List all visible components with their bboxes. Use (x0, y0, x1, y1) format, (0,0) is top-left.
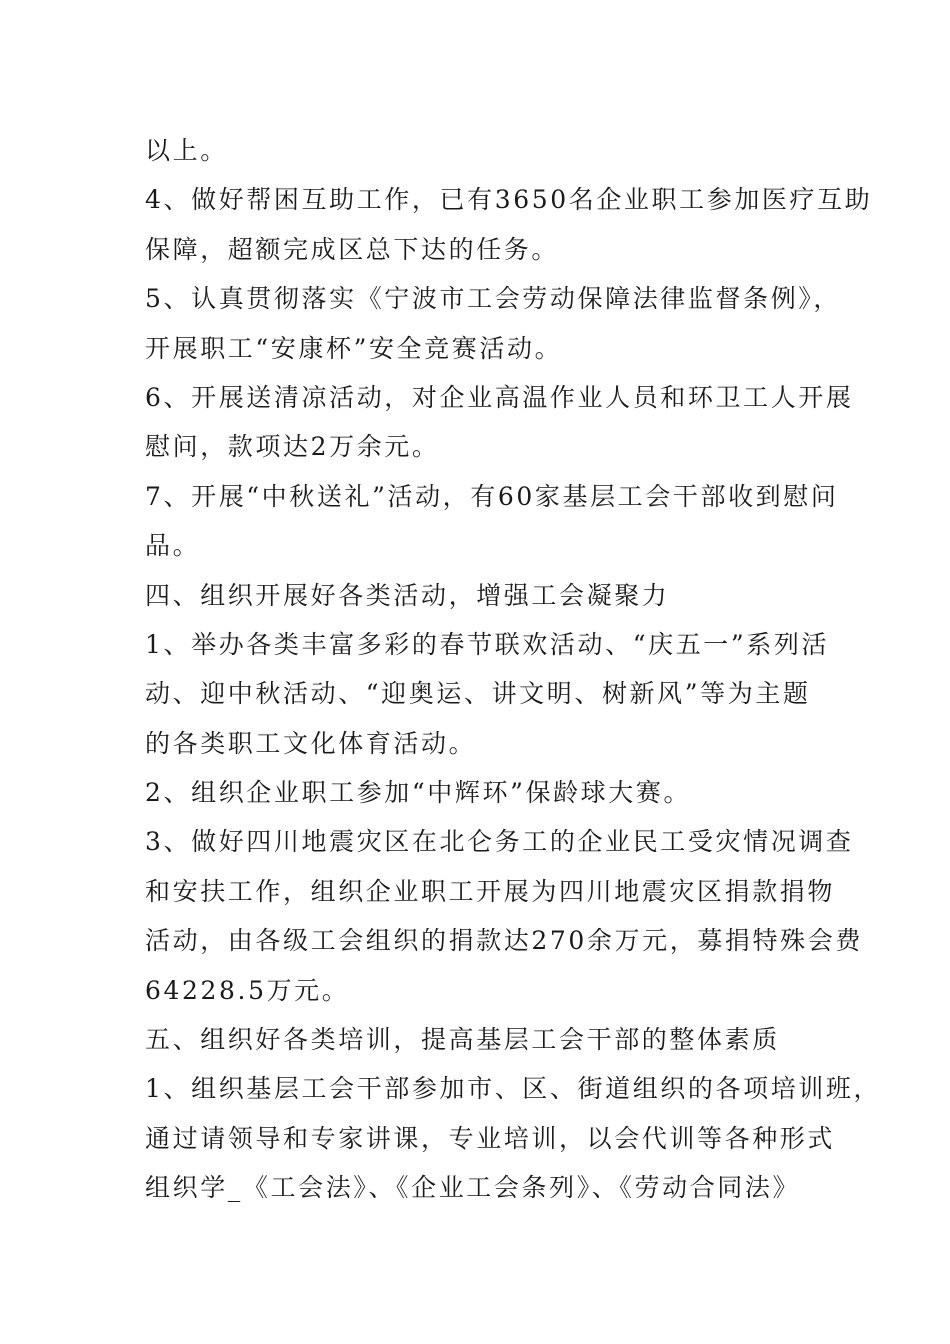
text-line: 1、举办各类丰富多彩的春节联欢活动、“庆五一”系列活 (145, 629, 830, 659)
document-body (145, 126, 882, 1213)
text-line: 的各类职工文化体育活动。 (145, 728, 477, 758)
text-line: 和安扶工作，组织企业职工开展为四川地震灾区捐款捐物 (145, 876, 836, 906)
text-line: 品。 (145, 531, 201, 561)
text-line: 3、做好四川地震灾区在北仑务工的企业民工受灾情况调查 (145, 827, 854, 857)
text-line: 4、做好帮困互助工作，已有3650名企业职工参加医疗互助 (145, 185, 873, 215)
text-line: 64228.5万元。 (145, 975, 350, 1005)
text-line: 5、认真贯彻落实《宁波市工会劳动保障法律监督条例》， (145, 284, 842, 314)
text-line: 1、组织基层工会干部参加市、区、街道组织的各项培训班， (145, 1074, 882, 1104)
text-line: 以上。 (145, 136, 228, 165)
text-line: 7、开展“中秋送礼”活动，有60家基层工会干部收到慰问 (145, 481, 839, 511)
text-line: 组织学_《工会法》、《企业工会条列》、《劳动合同法》 (145, 1173, 801, 1203)
text-line: 2、组织企业职工参加“中辉环”保龄球大赛。 (145, 778, 692, 808)
text-line: 保障，超额完成区总下达的任务。 (145, 234, 560, 264)
text-line: 开展职工“安康杯”安全竞赛活动。 (145, 333, 563, 363)
section-heading: 五、组织好各类培训，提高基层工会干部的整体素质 (145, 1025, 780, 1055)
text-line: 通过请领导和专家讲课，专业培训，以会代训等各种形式 (145, 1123, 836, 1153)
text-line: 6、开展送清凉活动，对企业高温作业人员和环卫工人开展 (145, 382, 854, 412)
section-heading: 四、组织开展好各类活动，增强工会凝聚力 (145, 580, 670, 610)
text-line: 活动，由各级工会组织的捐款达270余万元，募捐特殊会费 (145, 926, 863, 956)
text-line: 动、迎中秋活动、“迎奥运、讲文明、树新风”等为主题 (145, 679, 811, 709)
text-line: 慰问，款项达2万余元。 (145, 432, 440, 462)
